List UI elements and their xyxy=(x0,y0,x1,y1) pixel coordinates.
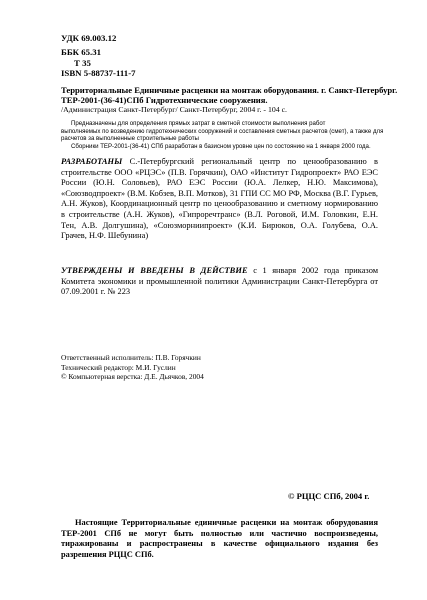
isbn: ISBN 5-88737-111-7 xyxy=(61,68,136,79)
technical-editor: Технический редактор: М.И. Гуслин xyxy=(61,362,176,372)
responsible-executor: Ответственный исполнитель: П.В. Горячкин xyxy=(61,353,201,362)
copyright-line: © РЦЦС СПб, 2004 г. xyxy=(288,491,370,501)
title-line-2: ТЕР-2001-(36-41)СПб Гидротехнические сооружения. xyxy=(61,95,268,105)
udk-code: УДК 69.003.12 xyxy=(61,33,117,43)
bibliographic-block xyxy=(61,85,398,115)
purpose-line-3: расчетов за выполненные строительные работы xyxy=(61,135,199,143)
developed-label: РАЗРАБОТАНЫ xyxy=(61,157,123,166)
developed-paragraph xyxy=(61,157,378,242)
approved-label: УТВЕРЖДЕНЫ И ВВЕДЕНЫ В ДЕЙСТВИЕ xyxy=(61,266,248,275)
layout-credit: © Компьютерная верстка: Д.Е. Дьячков, 2004 xyxy=(61,372,204,382)
publisher-line: /Администрация Санкт-Петербург/ Санкт-Петербург, 2004 г. - 104 с. xyxy=(61,105,288,114)
approved-paragraph xyxy=(61,266,378,298)
reproduction-notice: Настоящие Территориальные единичные расценки на монтаж оборудования ТЕР-2001 СПб не могут быть полностью или частично воспроизведены, тиражированы и распространены в качестве официального издания без разрешения РЦЦС СПб. xyxy=(61,518,378,559)
approved-text: с 1 января 2002 года приказом Комитета экономики и промышленной политики Администрации Санкт-Петербурга от 07.09.2001 г. № 223 xyxy=(61,266,379,297)
purpose-line-2: выполняемых по возведению гидротехнических сооружений и составления сметных расчетов (смет), а также для xyxy=(61,127,384,135)
developed-text: С.-Петербургский региональный центр по ценообразованию в строительстве ООО «РЦЭС» (П.В. Горячкин), ОАО «Институт Гидропроект» РАО ЕЭС России (Ю.Н. Соловьев), РАО ЕЭС России (Ю.А. Лелкер, Н.Ю. Максимова), «Союзводпроект» (В.М. Кобзев, В.П. Мотков), 31 ГПИ СС МО РФ, Москва (В.Г. Гурьев, А.Н. Жуков), Координационный центр по ценообразованию и сметному нормированию в строительстве (А.Н. Жуков), «Гипроречтранс» (В.Л. Роговой, И.М. Головкин, Е.Н. Тен, А.В. Долгушина), «Союзморниипроект» (К.И. Бирюков, О.А. Голубева, О.А. Грачев, Н.Ф. Шебунина) xyxy=(61,157,378,241)
purpose-line-4: Сборники ТЕР-2001-(36-41) СПб разработан в базисном уровне цен по состоянию на 1 января 2000 года. xyxy=(71,142,371,150)
responsible-block xyxy=(61,353,204,382)
classification-block xyxy=(61,33,136,79)
purpose-block xyxy=(61,120,384,150)
title-line-1: Территориальные Единичные расценки на монтаж оборудования. г. Санкт-Петербург. xyxy=(61,85,398,95)
bbk-index: Т 35 xyxy=(74,57,91,68)
purpose-line-1: Предназначены для определения прямых затрат в сметной стоимости выполнения работ xyxy=(71,120,326,127)
bbk-code: ББК 65.31 xyxy=(61,47,102,58)
